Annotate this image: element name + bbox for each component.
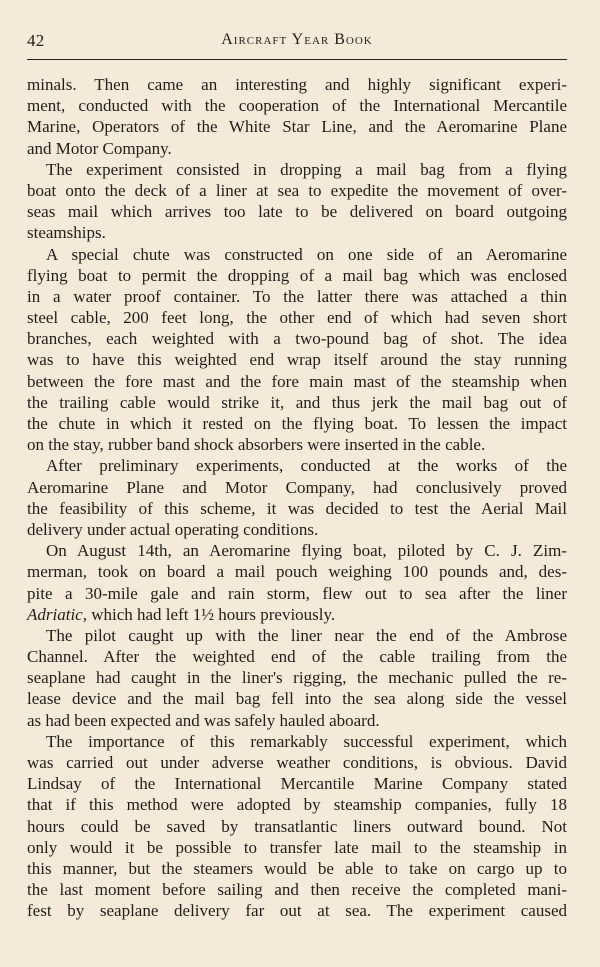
text-line: pite a 30-mile gale and rain storm, flew out to sea after the liner	[27, 583, 567, 603]
text-line: this manner, but the steamers would be able to take on cargo up to	[27, 858, 567, 878]
text-line: minals. Then came an interesting and highly significant experi-	[27, 75, 567, 94]
text-line: Marine, Operators of the White Star Line, and the Aeromarine Plane	[27, 117, 567, 137]
text-line: on the stay, rubber band shock absorbers were inserted in the cable.	[27, 435, 486, 455]
text-line: On August 14th, an Aeromarine flying boat, piloted by C. J. Zim-	[46, 541, 567, 561]
text-line: seas mail which arrives too late to be delivered on board outgoing	[27, 202, 567, 222]
text-line: fest by seaplane delivery far out at sea. The experiment caused	[27, 901, 567, 921]
text-line: Aeromarine Plane and Motor Company, had conclusively proved	[27, 477, 567, 497]
text-line-with-italic	[27, 604, 567, 625]
ship-name: Adriatic,	[27, 604, 87, 624]
line-continuation: which had left 1½ hours previously.	[86, 604, 336, 624]
text-line: After preliminary experiments, conducted at the works of the	[46, 456, 567, 476]
text-line: and Motor Company.	[27, 138, 172, 158]
text-line: The importance of this remarkably successful experiment, which	[46, 731, 567, 751]
text-line: between the fore mast and the fore main mast of the steamship when	[27, 371, 567, 391]
text-line: was to have this weighted end wrap itself around the stay running	[27, 350, 567, 370]
text-line: hours could be saved by transatlantic liners outward bound. Not	[27, 816, 567, 836]
text-line: The experiment consisted in dropping a mail bag from a flying	[46, 159, 567, 179]
text-line: seaplane had caught in the liner's rigging, the mechanic pulled the re-	[27, 668, 567, 688]
text-line: branches, each weighted with a two-pound bag of shot. The idea	[27, 329, 567, 349]
running-title: Aircraft Year Book	[221, 31, 373, 48]
text-line: the trailing cable would strike it, and thus jerk the mail bag out of	[27, 392, 567, 412]
body-text	[27, 74, 567, 922]
text-line: the chute in which it rested on the flying boat. To lessen the impact	[27, 414, 567, 433]
text-line: Channel. After the weighted end of the cable trailing from the	[27, 647, 567, 667]
text-line: only would it be possible to transfer late mail to the steamship in	[27, 837, 567, 857]
text-line: merman, took on board a mail pouch weighing 100 pounds and, des-	[27, 562, 567, 582]
header-rule	[27, 59, 567, 60]
text-line: delivery under actual operating conditions.	[27, 519, 319, 539]
text-line: boat onto the deck of a liner at sea to expedite the movement of over-	[27, 180, 567, 200]
text-line: steel cable, 200 feet long, the other end of which had seven short	[27, 308, 567, 328]
text-line: flying boat to permit the dropping of a mail bag which was enclosed	[27, 265, 567, 285]
text-line: lease device and the mail bag fell into the sea along side the vessel	[27, 689, 567, 709]
text-line: was carried out under adverse weather conditions, is obvious. David	[27, 753, 567, 772]
text-line: the last moment before sailing and then receive the completed mani-	[27, 880, 567, 900]
page-number: 42	[27, 31, 45, 50]
text-line: A special chute was constructed on one side of an Aeromarine	[46, 244, 567, 264]
text-line: steamships.	[27, 223, 106, 243]
text-line: as had been expected and was safely hauled aboard.	[27, 710, 380, 730]
text-line: in a water proof container. To the latter there was attached a thin	[27, 286, 567, 306]
text-line: that if this method were adopted by steamship companies, fully 18	[27, 795, 567, 815]
text-line: the feasibility of this scheme, it was decided to test the Aerial Mail	[27, 498, 567, 518]
text-line: The pilot caught up with the liner near the end of the Ambrose	[46, 625, 567, 645]
text-line: Lindsay of the International Mercantile Marine Company stated	[27, 774, 567, 794]
page-header	[27, 31, 567, 55]
text-line: ment, conducted with the cooperation of the International Mercantile	[27, 96, 567, 116]
